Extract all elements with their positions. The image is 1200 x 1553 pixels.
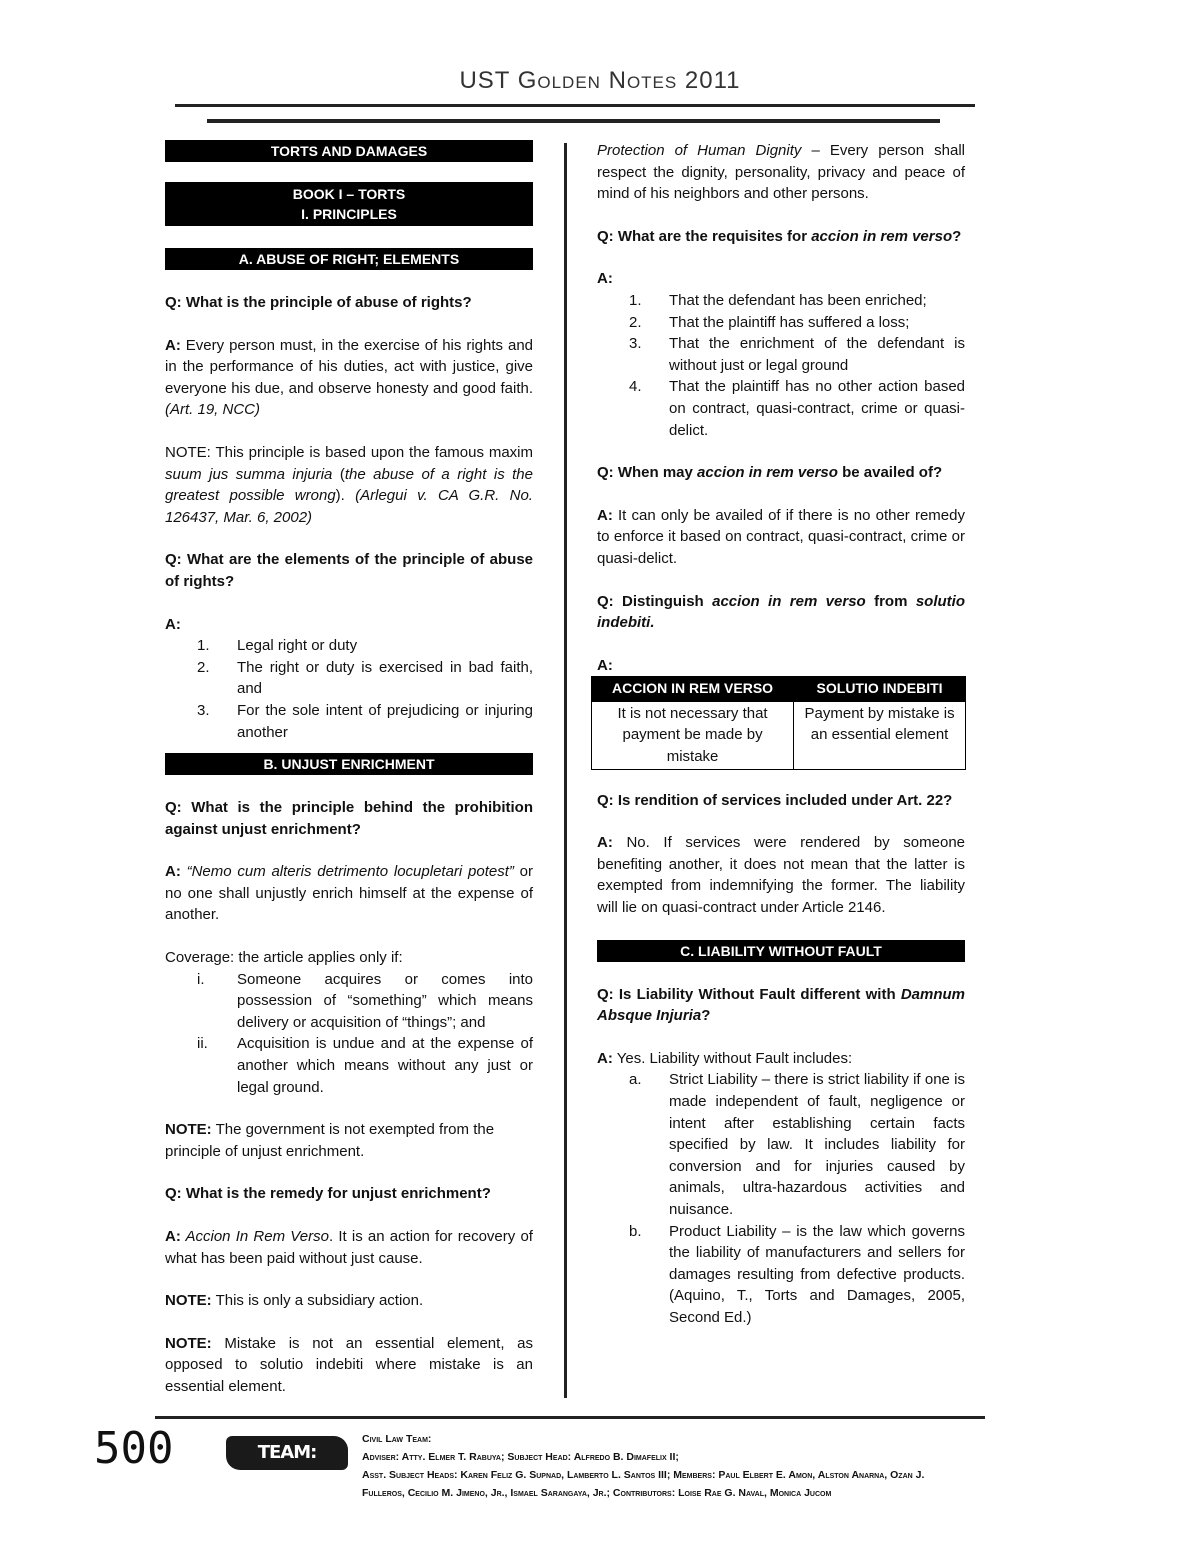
list-text: That the enrichment of the defendant is without just or legal ground xyxy=(669,335,965,374)
answer-label: A: xyxy=(597,656,613,674)
page-number: 500 xyxy=(94,1423,174,1474)
answer-text: It can only be availed of if there is no other remedy to enforce it based on contract, quasi-contract, crime or quasi-delict. xyxy=(597,506,965,567)
question-art-22: Q: Is rendition of services included under Art. 22? xyxy=(597,791,953,809)
team-barops-logo: TEAM: BAROPS xyxy=(226,1436,348,1470)
question-when-availed xyxy=(597,462,965,484)
section-bar-liability-without-fault: C. LIABILITY WITHOUT FAULT xyxy=(597,940,965,962)
answer-label: A: xyxy=(597,506,613,524)
list-item xyxy=(629,312,965,334)
question-term: solutio indebiti. xyxy=(597,592,965,632)
note-label: NOTE: xyxy=(165,1121,212,1139)
question-text: Q: Distinguish xyxy=(597,592,713,610)
answer-unjust-enrichment xyxy=(165,861,533,926)
question-text: from xyxy=(865,592,916,610)
list-text: For the sole intent of prejudicing or injuring another xyxy=(237,701,533,741)
list-marker: 1. xyxy=(629,291,642,309)
credits-line: Adviser: Atty. Elmer T. Rabuya; Subject Head: Alfredo B. Dimafelix II; xyxy=(362,1451,679,1463)
maxim-translation: the abuse of a right is the greatest possible wrong xyxy=(165,465,533,505)
question-term: accion in rem verso xyxy=(811,227,953,245)
table-header: SOLUTIO INDEBITI xyxy=(794,677,966,702)
answer-text: . It is an action for recovery of what has been paid without just cause. xyxy=(165,1228,533,1267)
question-term: Damnum Absque Injuria xyxy=(597,985,965,1025)
note-text: Mistake is not an essential element, as opposed to solutio indebiti where mistake is an essential element. xyxy=(165,1334,533,1395)
question-requisites xyxy=(597,226,965,248)
coverage-list xyxy=(197,969,533,1099)
table-header-row xyxy=(592,677,966,702)
note-text: ). xyxy=(335,487,356,505)
answer-when-availed xyxy=(597,505,965,570)
credits-line: Civil Law Team: xyxy=(362,1433,432,1445)
list-marker: a. xyxy=(629,1071,642,1089)
elements-list xyxy=(197,635,533,743)
question-abuse-of-rights: Q: What is the principle of abuse of rights? xyxy=(165,294,472,311)
comparison-table xyxy=(591,676,966,769)
list-item xyxy=(629,1221,965,1329)
human-dignity-paragraph xyxy=(597,140,965,205)
section-bar-book-one xyxy=(165,182,533,226)
list-text: Acquisition is undue and at the expense of another which means without any just or legal ground. xyxy=(237,1035,533,1096)
question-distinguish xyxy=(597,591,965,634)
question-term: accion in rem verso xyxy=(697,464,838,482)
list-marker: b. xyxy=(629,1222,642,1240)
list-text: Product Liability – is the law which governs the liability of manufacturers and sellers for damages resulting from defective products. (Aquino, T., Torts and Damages, 2005, Second Ed.) xyxy=(669,1222,965,1326)
list-text: Strict Liability – there is strict liability if one is made independent of fault, negligence or intent after establishing certain facts specified by law. It includes liability for conversion and for injuries caused by animals, ultra-hazardous activities and nuisance. xyxy=(669,1071,965,1218)
list-item xyxy=(197,635,533,657)
list-item xyxy=(629,333,965,376)
note-text: This principle is based upon the famous maxim xyxy=(210,443,533,461)
list-marker: 1. xyxy=(197,637,210,655)
note-label: NOTE: xyxy=(165,443,211,461)
credits-line: Fulleros, Cecilio M. Jimeno, Jr., Ismael Sarangaya, Jr.; Contributors: Loise Rae G. Naval, Monica Jucom xyxy=(362,1487,832,1499)
right-column xyxy=(597,140,965,1329)
human-dignity-title: Protection of Human Dignity xyxy=(597,142,802,159)
list-marker: ii. xyxy=(197,1035,208,1053)
section-bar-torts-and-damages: TORTS AND DAMAGES xyxy=(165,140,533,162)
answer-remedy xyxy=(165,1226,533,1269)
table-cell: Payment by mistake is an essential element xyxy=(794,701,966,769)
answer-label: A: xyxy=(165,1228,181,1245)
question-text: Q: When may xyxy=(597,464,698,482)
section-bar-abuse-of-right: A. ABUSE OF RIGHT; ELEMENTS xyxy=(165,248,533,270)
table-row xyxy=(592,701,966,769)
liability-list xyxy=(629,1069,965,1328)
question-text: Q: Is Liability Without Fault different with xyxy=(597,985,901,1003)
list-item xyxy=(629,376,965,441)
answer-text: or no one shall unjustly enrich himself at the expense of another. xyxy=(165,863,533,924)
requisites-list xyxy=(629,290,965,441)
list-item xyxy=(629,1069,965,1220)
list-marker: 2. xyxy=(629,313,642,331)
credits-line: Asst. Subject Heads: Karen Feliz G. Supnad, Lamberto L. Santos III; Members: Paul Elbert E. Amon, Alston Anarna, Ozan J. xyxy=(362,1469,925,1481)
answer-label: A: xyxy=(597,1049,613,1067)
header-rule-thick xyxy=(207,119,940,123)
note-government xyxy=(165,1119,533,1162)
question-text: ? xyxy=(701,1007,711,1025)
note-text: The government is not exempted from the principle of unjust enrichment. xyxy=(165,1121,495,1160)
list-text: The right or duty is exercised in bad faith, and xyxy=(237,658,533,698)
note-label: NOTE: xyxy=(165,1334,212,1352)
section-bar-unjust-enrichment: B. UNJUST ENRICHMENT xyxy=(165,753,533,775)
question-text: Q: What are the requisites for xyxy=(597,227,812,245)
list-marker: 3. xyxy=(197,701,210,719)
paragraph-text: – Every person shall respect the dignity, personality, privacy and peace of mind of his neighbors and other persons. xyxy=(597,142,965,203)
principles-title: I. PRINCIPLES xyxy=(301,206,397,222)
footer-credits xyxy=(362,1430,1012,1502)
list-text: That the defendant has been enriched; xyxy=(669,291,927,309)
list-text: Legal right or duty xyxy=(237,637,358,655)
answer-art-22 xyxy=(597,832,965,918)
answer-liability-without-fault xyxy=(597,1048,965,1070)
coverage-intro: Coverage: the article applies only if: xyxy=(165,949,403,967)
maxim: suum jus summa injuria xyxy=(165,465,333,483)
note-label: NOTE: xyxy=(165,1292,212,1310)
question-remedy: Q: What is the remedy for unjust enrichment? xyxy=(165,1185,491,1203)
column-divider xyxy=(564,143,567,1398)
note-mistake xyxy=(165,1333,533,1398)
answer-text: Yes. Liability without Fault includes: xyxy=(612,1049,853,1067)
note-text: This is only a subsidiary action. xyxy=(211,1292,424,1310)
note-subsidiary xyxy=(165,1290,533,1312)
answer-label: A: xyxy=(165,615,181,633)
book-title: BOOK I – TORTS xyxy=(292,186,406,202)
question-text: be availed of? xyxy=(837,464,943,482)
maxim: “Nemo cum alteris detrimento locupletari potest” xyxy=(180,863,514,881)
header-rule xyxy=(175,104,975,107)
table-header: ACCION IN REM VERSO xyxy=(592,677,794,702)
question-unjust-enrichment: Q: What is the principle behind the prohibition against unjust enrichment? xyxy=(165,799,533,838)
list-marker: 4. xyxy=(629,378,642,396)
answer-label: A: xyxy=(165,863,181,881)
list-text: That the plaintiff has suffered a loss; xyxy=(669,313,910,331)
left-column xyxy=(165,140,533,1398)
list-item xyxy=(197,657,533,700)
list-marker: i. xyxy=(197,970,205,988)
footer-rule xyxy=(155,1416,985,1419)
answer-text: Every person must, in the exercise of his rights and in the performance of his duties, act with justice, give everyone his due, and observe honesty and good faith. xyxy=(165,336,533,397)
question-elements: Q: What are the elements of the principle of abuse of rights? xyxy=(165,551,533,590)
list-marker: 3. xyxy=(629,335,642,353)
list-text: Someone acquires or comes into possession of “something” which means delivery or acquisition of “things”; and xyxy=(237,970,533,1031)
question-term: accion in rem verso xyxy=(712,592,866,610)
note-text: ( xyxy=(332,465,345,483)
table-cell: It is not necessary that payment be made by mistake xyxy=(592,701,794,769)
note-maxim xyxy=(165,442,533,528)
question-text: ? xyxy=(952,227,962,245)
question-liability-without-fault xyxy=(597,984,965,1027)
list-item xyxy=(197,969,533,1034)
list-item xyxy=(197,700,533,743)
list-item xyxy=(629,290,965,312)
citation: (Art. 19, NCC) xyxy=(165,401,261,419)
citation: (Arlegui v. CA G.R. No. 126437, Mar. 6, 2002) xyxy=(165,487,533,526)
answer-text: No. If services were rendered by someone benefiting another, it does not mean that the latter is exempted from indemnifying the former. The liability will lie on quasi-contract under Article 2146. xyxy=(597,834,965,917)
answer-label: A: xyxy=(597,270,613,288)
answer-abuse-of-rights xyxy=(165,335,533,421)
list-text: That the plaintiff has no other action based on contract, quasi-contract, crime or quasi-delict. xyxy=(669,378,965,439)
remedy-name: Accion In Rem Verso xyxy=(180,1228,329,1245)
list-item xyxy=(197,1033,533,1098)
answer-label: A: xyxy=(597,834,613,852)
list-marker: 2. xyxy=(197,658,210,676)
running-header-title: UST Golden Notes 2011 xyxy=(459,67,741,94)
answer-label: A: xyxy=(165,336,181,354)
